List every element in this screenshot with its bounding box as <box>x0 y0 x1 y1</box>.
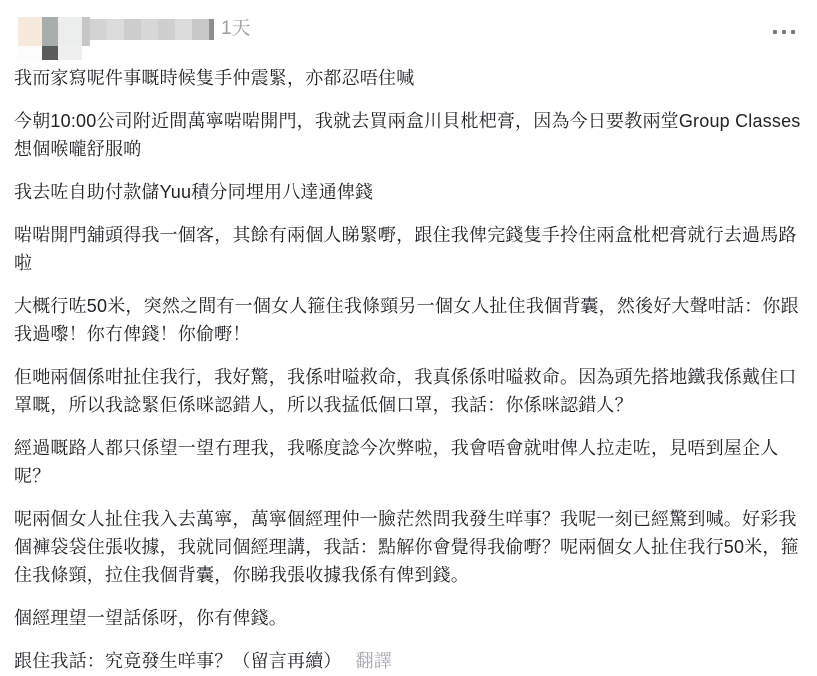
mosaic-block <box>42 17 58 46</box>
post-paragraph-text: 呢兩個女人扯住我入去萬寧，萬寧個經理仲一臉茫然問我發生咩事？我呢一刻已經驚到喊。好彩我個褲袋袋住張收據，我就同個經理講，我話：點解你會覺得我偷嘢？呢兩個女人扯住我行50米，箍住我條頸，拉住我個背囊，你睇我張收據我係有俾到錢。 <box>14 509 799 585</box>
ellipsis-icon <box>773 30 777 34</box>
post-paragraph-text: 經過嘅路人都只係望一望冇理我，我喺度諗今次弊啦，我會唔會就咁俾人拉走咗，見唔到屋企人呢？ <box>14 438 779 486</box>
mosaic-block <box>90 19 107 40</box>
mosaic-block <box>107 19 124 40</box>
mosaic-block <box>141 19 158 40</box>
post-paragraph-text: 佢哋兩個係咁扯住我行，我好驚，我係咁嗌救命，我真係係咁嗌救命。因為頭先搭地鐵我係戴住口罩嘅，所以我諗緊佢係咪認錯人，所以我掹低個口罩，我話：你係咪認錯人？ <box>14 367 797 415</box>
mosaic-block <box>18 17 42 46</box>
post-paragraph <box>14 505 805 589</box>
post-paragraph <box>14 604 805 632</box>
mosaic-block <box>42 46 58 60</box>
post-paragraph-text: 我而家寫呢件事嘅時候隻手仲震緊，亦都忍唔住喊 <box>14 68 415 88</box>
post-body <box>0 62 817 675</box>
mosaic-block <box>58 17 82 46</box>
avatar[interactable] <box>18 17 90 60</box>
translate-link[interactable]: 翻譯 <box>355 651 393 671</box>
post-paragraph <box>14 64 805 92</box>
more-options-button[interactable] <box>771 26 797 38</box>
ellipsis-icon <box>782 30 786 34</box>
author-name-censored[interactable] <box>90 19 214 40</box>
post-header <box>0 0 817 62</box>
mosaic-block <box>58 46 82 60</box>
mosaic-block <box>82 46 90 60</box>
post-paragraph <box>14 107 805 163</box>
mosaic-block <box>124 19 141 40</box>
mosaic-block <box>158 19 175 40</box>
post-paragraph-text: 今朝10:00公司附近間萬寧啱啱開門，我就去買兩盒川貝枇杷膏，因為今日要教兩堂Group Classes想個喉嚨舒服啲 <box>14 111 801 159</box>
post-paragraph-text: 跟住我話：究竟發生咩事？（留言再續） <box>14 651 342 671</box>
post-paragraph <box>14 292 805 348</box>
post-paragraph <box>14 647 805 675</box>
mosaic-block <box>209 19 214 40</box>
mosaic-block <box>82 17 90 46</box>
mosaic-block <box>18 46 42 60</box>
post-paragraph <box>14 434 805 490</box>
mosaic-block <box>175 19 192 40</box>
post-paragraph-text: 個經理望一望話係呀，你有俾錢。 <box>14 608 287 628</box>
post-paragraph-text: 我去咗自助付款儲Yuu積分同埋用八達通俾錢 <box>14 182 374 202</box>
post-paragraph <box>14 178 805 206</box>
post-paragraph <box>14 363 805 419</box>
ellipsis-icon <box>791 30 795 34</box>
mosaic-block <box>192 19 209 40</box>
post-paragraph-text: 大概行咗50米，突然之間有一個女人箍住我條頸另一個女人扯住我個背囊，然後好大聲咁話：你跟我過嚟！你冇俾錢！你偷嘢！ <box>14 296 799 344</box>
post-paragraph-text: 啱啱開門舖頭得我一個客，其餘有兩個人睇緊嘢，跟住我俾完錢隻手拎住兩盒枇杷膏就行去過馬路啦 <box>14 225 797 273</box>
post-paragraph <box>14 221 805 277</box>
post-timestamp[interactable]: 1天 <box>221 18 251 39</box>
